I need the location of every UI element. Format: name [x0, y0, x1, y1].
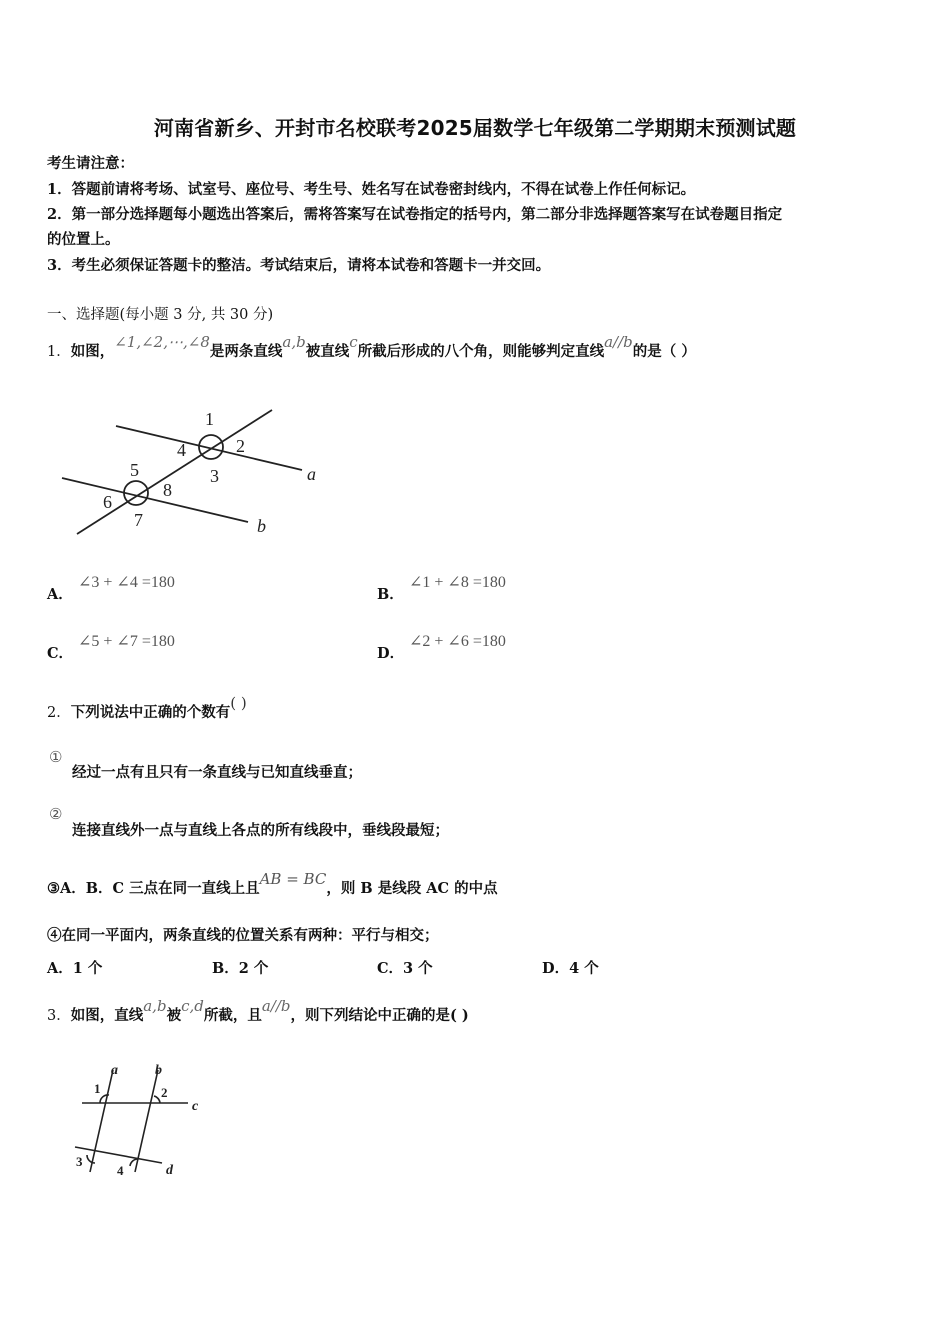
angle-label-5: 5 — [130, 460, 139, 480]
line-label-c: c — [192, 1099, 199, 1114]
option-d[interactable] — [377, 642, 404, 663]
option-letter: C． — [47, 645, 74, 662]
statement-2: 连接直线外一点与直线上各点的所有线段中，垂线段最短； — [72, 822, 449, 839]
transversal-c — [77, 410, 272, 534]
angle-label-8: 8 — [163, 480, 172, 500]
option-a[interactable] — [47, 583, 73, 604]
statement-2-mark: ② — [49, 805, 63, 823]
question-1-stem — [47, 333, 696, 361]
statement-4: ④在同一平面内，两条直线的位置关系有两种：平行与相交； — [47, 927, 439, 944]
line-label-a: a — [111, 1063, 118, 1078]
question-number: 3． — [47, 1008, 71, 1024]
question-number: 1． — [47, 344, 71, 360]
notice-item: 3．考生必须保证答题卡的整洁。考试结束后，请将本试卷和答题卡一并交回。 — [47, 257, 551, 274]
q1-text: 被直线 — [305, 343, 350, 360]
notice-item: 的位置上。 — [47, 231, 120, 248]
statement-1-mark: ① — [49, 748, 63, 766]
angle-label-3: 3 — [76, 1154, 83, 1169]
notice-heading: 考生请注意： — [47, 155, 134, 172]
q1-text: 的是（ ） — [632, 343, 696, 360]
q3-text: ，则下列结论中正确的是( ) — [290, 1007, 469, 1024]
line-a — [116, 426, 302, 470]
option-letter: B． — [377, 586, 404, 603]
angle-label-4: 4 — [177, 440, 186, 460]
option-c[interactable] — [47, 642, 73, 663]
q2-option-b[interactable]: B．2 个 — [212, 960, 269, 977]
angle-label-3: 3 — [210, 466, 219, 486]
option-c-math: ∠5 + ∠7 =180 — [78, 633, 175, 650]
option-b-math: ∠1 + ∠8 =180 — [409, 574, 506, 591]
q3-math: a,b — [143, 997, 167, 1015]
statement-1: 经过一点有且只有一条直线与已知直线垂直； — [72, 764, 362, 781]
option-b[interactable] — [377, 583, 404, 604]
question-3-stem — [47, 997, 469, 1025]
q2-option-d[interactable]: D．4 个 — [542, 960, 599, 977]
q2-option-c[interactable]: C．3 个 — [377, 960, 433, 977]
q2-text: 下列说法中正确的个数有 — [70, 704, 231, 721]
q1-text: 是两条直线 — [209, 343, 283, 360]
statement-3-math: AB = BC — [259, 870, 327, 888]
option-a-math: ∠3 + ∠4 =180 — [78, 574, 175, 591]
statement-3-text: ③A．B．C 三点在同一直线上且 — [47, 880, 260, 897]
angle-label-6: 6 — [103, 492, 112, 512]
q3-text: 所截，且 — [203, 1007, 262, 1024]
page-title: 河南省新乡、开封市名校联考2025届数学七年级第二学期期末预测试题 — [153, 116, 797, 140]
q1-figure — [50, 398, 340, 543]
angle-label-1: 1 — [205, 409, 214, 429]
angle-label-2: 2 — [236, 436, 245, 456]
question-2-stem — [47, 694, 247, 722]
q3-math: c,d — [181, 997, 204, 1015]
q3-text: 如图，直线 — [70, 1007, 144, 1024]
line-label-b: b — [155, 1063, 162, 1078]
angle-arc-2 — [154, 1096, 160, 1103]
q1-math: ∠1,∠2,⋯,∠8 — [114, 333, 210, 351]
notice-item: 2．第一部分选择题每小题选出答案后，需将答案写在试卷指定的括号内，第二部分非选择题答案写在试卷题目指定 — [47, 206, 783, 223]
angle-label-4: 4 — [117, 1163, 124, 1178]
option-letter: A． — [47, 586, 73, 603]
line-d — [75, 1147, 162, 1163]
angle-label-2: 2 — [161, 1085, 168, 1100]
line-b — [135, 1070, 158, 1172]
section-heading: 一、选择题(每小题 3 分, 共 30 分) — [47, 307, 274, 323]
option-d-math: ∠2 + ∠6 =180 — [409, 633, 506, 650]
q2-option-a[interactable]: A．1 个 — [47, 960, 103, 977]
q3-figure — [70, 1062, 210, 1187]
answer-paren: ( ) — [230, 694, 247, 712]
q3-math: a//b — [261, 997, 291, 1015]
angle-label-1: 1 — [94, 1081, 101, 1096]
statement-3 — [47, 870, 498, 898]
option-letter: D． — [377, 645, 405, 662]
line-label-d: d — [166, 1163, 173, 1178]
angle-label-7: 7 — [134, 510, 143, 530]
q3-text: 被 — [166, 1007, 182, 1024]
line-label-b: b — [257, 516, 266, 536]
question-number: 2． — [47, 705, 71, 721]
q1-math: c — [349, 333, 358, 351]
q1-text: 如图， — [70, 343, 115, 360]
q1-math: a,b — [282, 333, 306, 351]
statement-3-text: ，则 B 是线段 AC 的中点 — [326, 880, 498, 897]
q1-math: a//b — [604, 333, 633, 351]
q1-text: 所截后形成的八个角，则能够判定直线 — [357, 343, 605, 360]
line-label-a: a — [307, 464, 316, 484]
notice-item: 1．答题前请将考场、试室号、座位号、考生号、姓名写在试卷密封线内，不得在试卷上作任何标记。 — [47, 181, 696, 198]
